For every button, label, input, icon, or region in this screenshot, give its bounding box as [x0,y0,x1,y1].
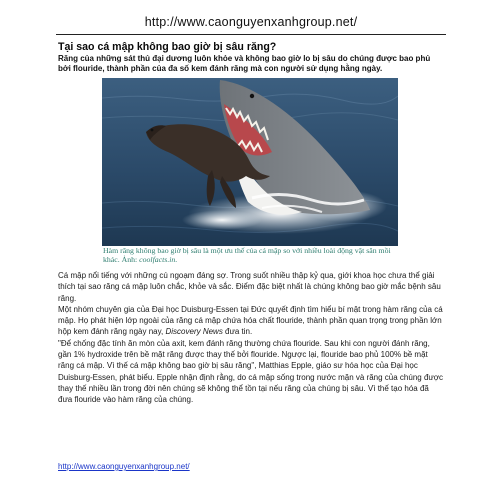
caption-credit: coolfacts.in. [139,255,178,264]
footer-link[interactable]: http://www.caonguyenxanhgroup.net/ [58,462,190,471]
header-divider [56,34,446,35]
paragraph-1: Cá mập nổi tiếng với những cú ngoạm đáng sợ. Trong suốt nhiều thập kỷ qua, giới khoa học chưa thể giải thích tại sao răng cá mập luôn chắc, khỏe và sắc. Điểm đặc biệt nhất là chúng không bao giờ mắc bệnh sâu răng. [58,271,441,303]
article-figure [102,78,398,264]
page-header [56,0,446,44]
article-lead: Răng của những sát thủ đại dương luôn khỏe và không bao giờ lo bị sâu do chúng được bao phủ bởi flouride, thành phần của đa số kem đánh răng mà con người sử dụng hằng ngày. [58,54,431,73]
figure-caption [102,246,398,264]
article-body [58,270,443,406]
paragraph-2-text: Một nhóm chuyên gia của Đại học Duisburg-Essen tại Đức quyết định tìm hiểu bí mật trong hàm răng của cá mập. Họ phát hiện lớp ngoài của răng cá mập chứa hóa chất flouride, thành phần quan trọng trong phần lớn hộp kem đánh răng ngày nay, [58,304,443,337]
paragraph-2 [58,304,443,338]
caption-text: Hàm răng không bao giờ bị sâu là một ưu thế của cá mập so với nhiều loài động vật săn mồi khác. Ảnh: [103,246,391,264]
article-title: Tại sao cá mập không bao giờ bị sâu răng? [58,41,277,53]
paragraph-2-end: đưa tin. [222,327,253,337]
paragraph-3: "Để chống đặc tính ăn mòn của axit, kem đánh răng thường chứa flouride. Sau khi con người đánh răng, gần 1% hydroxide trên bề mặt răng được thay thế bởi flouride. Ngược lại, flouride bao phủ 100% bề mặt răng cá mập. Vì thế cá mập không bao giờ bị sâu răng", Matthias Epple, giáo sư hóa học của Đại học Duisburg-Essen, phát biểu. Epple nhận định rằng, do cá mập sống trong nước mặn và răng của chúng được thay thế nhiều lần trong đời nên chúng sẽ không thể tồn tại nếu răng của chúng bị sâu. Vì thế tạo hóa đã đưa flouride vào hàm răng của chúng. [58,338,443,405]
page-footer [58,462,190,471]
news-source: Discovery News [165,327,223,337]
article [58,42,443,406]
shark-photo [102,78,398,246]
header-url: http://www.caonguyenxanhgroup.net/ [144,15,358,29]
